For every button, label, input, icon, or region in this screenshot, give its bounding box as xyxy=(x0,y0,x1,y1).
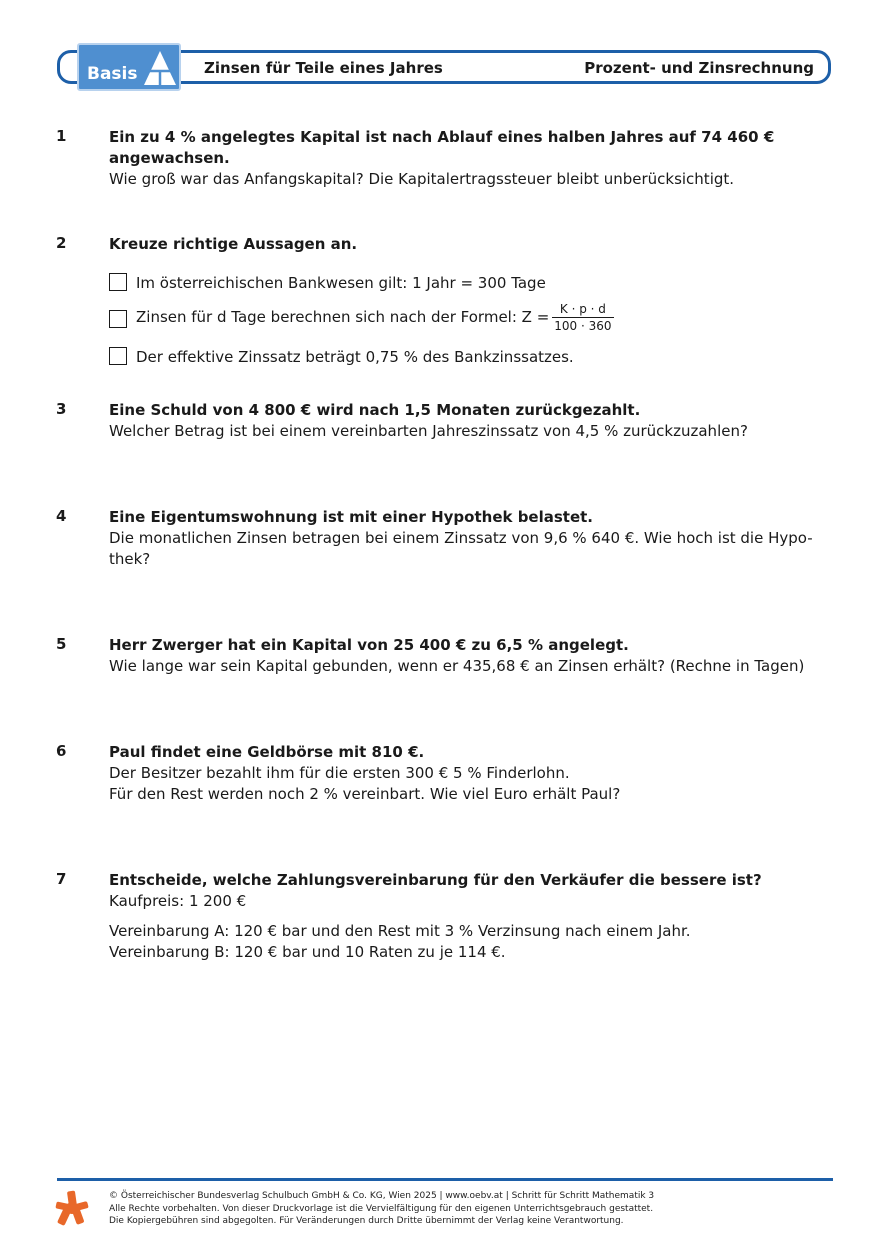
task-heading: Herr Zwerger hat ein Kapital von 25 400 € zu 6,5 % angelegt. xyxy=(109,636,629,654)
formula-denominator: 100 · 360 xyxy=(554,319,612,333)
task-heading: Paul findet eine Geldbörse mit 810 €. xyxy=(109,743,425,761)
basis-badge xyxy=(77,43,181,91)
option-label: Im österreichischen Bankwesen gilt: 1 Jahr = 300 Tage xyxy=(136,274,546,292)
task-text: Vereinbarung A: 120 € bar und den Rest mit 3 % Verzinsung nach einem Jahr. xyxy=(109,922,691,940)
task-text: thek? xyxy=(109,550,151,568)
task-heading: Entscheide, welche Zahlungsvereinbarung für den Verkäufer die bessere ist? xyxy=(109,871,762,889)
basis-label: Basis xyxy=(87,64,138,84)
task-number: 4 xyxy=(56,507,67,525)
task-text: Welcher Betrag ist bei einem vereinbarten Jahreszinssatz von 4,5 % zurückzuzahlen? xyxy=(109,422,748,440)
page-title: Zinsen für Teile eines Jahres xyxy=(204,59,443,77)
task-heading: Eine Schuld von 4 800 € wird nach 1,5 Monaten zurückgezahlt. xyxy=(109,401,641,419)
option-label: Der effektive Zinssatz beträgt 0,75 % des Bankzinssatzes. xyxy=(136,348,574,366)
checkbox[interactable] xyxy=(109,273,127,291)
task-text: Die monatlichen Zinsen betragen bei einem Zinssatz von 9,6 % 640 €. Wie hoch ist die Hypo- xyxy=(109,529,813,547)
task-number: 6 xyxy=(56,742,67,760)
task-text: Vereinbarung B: 120 € bar und 10 Raten zu je 114 €. xyxy=(109,943,506,961)
footer-line: Alle Rechte vorbehalten. Von dieser Druckvorlage ist die Vervielfältigung für den eigenen Unterrichtsgebrauch gestattet. xyxy=(109,1203,654,1214)
task-text: Für den Rest werden noch 2 % vereinbart. Wie viel Euro erhält Paul? xyxy=(109,785,621,803)
task-heading: Eine Eigentumswohnung ist mit einer Hypothek belastet. xyxy=(109,508,594,526)
formula-fraction xyxy=(552,302,613,333)
formula-numerator: K · p · d xyxy=(559,302,606,316)
publisher-logo-icon xyxy=(54,1189,90,1227)
footer-line: © Österreichischer Bundesverlag Schulbuch GmbH & Co. KG, Wien 2025 | www.oebv.at | Schritt für Schritt Mathematik 3 xyxy=(109,1191,655,1201)
checkbox[interactable] xyxy=(109,310,127,328)
option-label-with-formula xyxy=(136,302,614,333)
task-text: Wie lange war sein Kapital gebunden, wenn er 435,68 € an Zinsen erhält? (Rechne in Tagen) xyxy=(109,657,805,675)
triangle-level-icon xyxy=(141,49,179,89)
task-heading: Kreuze richtige Aussagen an. xyxy=(109,235,358,253)
task-number: 7 xyxy=(56,870,67,888)
task-number: 3 xyxy=(56,400,67,418)
footer-line: Die Kopiergebühren sind abgegolten. Für Veränderungen durch Dritte übernimmt der Verlag keine Verantwortung. xyxy=(109,1216,624,1226)
task-number: 5 xyxy=(56,635,67,653)
footer-copyright xyxy=(109,1190,654,1228)
task-text: Wie groß war das Anfangskapital? Die Kapitalertragssteuer bleibt unberücksichtigt. xyxy=(109,170,735,188)
task-number: 2 xyxy=(56,234,67,252)
task-heading: Ein zu 4 % angelegtes Kapital ist nach Ablauf eines halben Jahres auf 74 460 € angewachsen. xyxy=(109,128,775,167)
chapter-title: Prozent- und Zinsrechnung xyxy=(584,59,814,77)
task-text: Der Besitzer bezahlt ihm für die ersten 300 € 5 % Finderlohn. xyxy=(109,764,570,782)
checkbox[interactable] xyxy=(109,347,127,365)
option-label: Zinsen für d Tage berechnen sich nach der Formel: Z = xyxy=(136,308,550,326)
option-row xyxy=(109,347,819,384)
task-text: Kaufpreis: 1 200 € xyxy=(109,892,247,910)
footer-divider xyxy=(57,1178,833,1181)
task-number: 1 xyxy=(56,127,67,145)
